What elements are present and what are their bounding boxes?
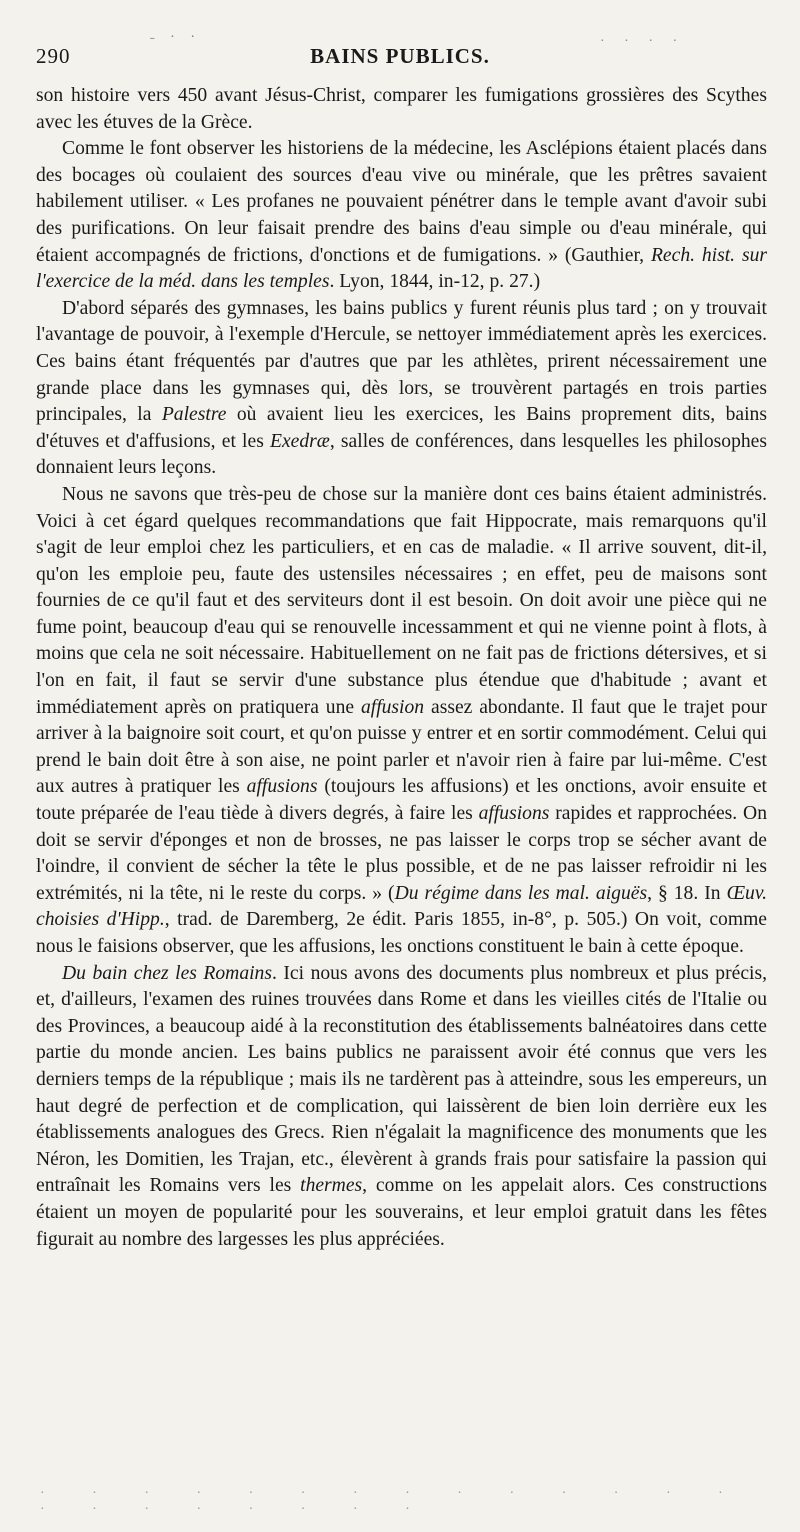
italic-text: Rech. hist. sur l'exercice de la méd. dans les temples <box>36 244 767 293</box>
text-run: où avaient lieu les exercices, les Bains proprement dits, bains d'étuves et d'affusions, et les <box>36 404 767 452</box>
text-run: assez abondante. Il faut que le trajet pour arriver à la baignoire soit court, et qu'on puisse y entrer et en sortir commodément. Celui qui prend le bain doit être à son aise, ne point parler et n'avoir rien à faire par lui-même. C'est aux autres à pratiquer les <box>36 696 767 798</box>
text-run: . Lyon, 1844, in-12, p. 27.) <box>329 271 541 293</box>
text-run: , comme on les appelait alors. Ces constructions étaient un moyen de popularité pour les souverains, et leur emploi gratuit dans les fêtes figurait au nombre des largesses les plus appréciées. <box>36 1175 767 1250</box>
text-run: , trad. de Daremberg, 2e édit. Paris 1855, in-8°, p. 505.) On voit, comme nous le faisions observer, que les affusions, les onctions constituent le bain à cette époque. <box>36 909 767 957</box>
italic-text: Du régime dans les mal. aiguës <box>394 882 648 904</box>
print-specks-bottom: · · · · · · · · · · · · · · · · · · · · · · <box>40 1486 745 1517</box>
paragraph <box>36 961 767 1254</box>
text-run: , § 18. In <box>647 882 727 904</box>
text-run: son histoire vers 450 avant Jésus-Christ, comparer les fumigations grossières des Scythes avec les étuves de la Grèce. <box>36 85 767 133</box>
print-specks-top-right: · · · · <box>600 34 686 49</box>
paragraph <box>36 136 767 296</box>
text-run: D'abord séparés des gymnases, les bains publics y furent réunis plus tard ; on y trouvait l'avantage de pouvoir, à l'exemple d'Hercule, se nettoyer immédiatement après les exercices. Ces bains étant fréquentés par d'autres que par les athlètes, prirent nécessairement une grande place dans les gymnases qui, dès lors, se trouvèrent partagés en trois parties principales, la <box>36 297 767 426</box>
paragraph <box>36 296 767 482</box>
text-run: , salles de conférences, dans lesquelles les philosophes donnaient leurs leçons. <box>36 430 767 479</box>
text-run: rapides et rapprochées. On doit se servir d'éponges et non de brosses, ne pas laisser le corps trop se sécher avant de l'oindre, il convient de sécher la tête le plus possible, et de ne pas laisser refroidir ni les extrémités, ni la tête, ni le reste du corps. » ( <box>36 803 767 904</box>
italic-text: thermes <box>300 1175 363 1197</box>
paragraph <box>36 482 767 961</box>
italic-text: affusions <box>478 803 550 825</box>
italic-text: affusions <box>246 776 318 798</box>
italic-text: Palestre <box>161 404 227 426</box>
running-title: BAINS PUBLICS. <box>310 44 490 68</box>
italic-text: Œuv. choisies d'Hipp. <box>36 882 767 931</box>
italic-text: Du bain chez les Romains <box>62 962 272 984</box>
page-header <box>36 44 764 74</box>
text-run: Comme le font observer les historiens de la médecine, les Asclépions étaient placés dans des bocages où coulaient des sources d'eau vive ou minérale, que les prêtres savaient habilement utiliser. « Les profanes ne pouvaient pénétrer dans le temple avant d'avoir subi des purifications. On leur faisait prendre des bains d'eau simple ou d'eau minérale, qui étaient accompagnés de frictions, d'onctions et de fumigations. » (Gauthier, <box>36 138 767 266</box>
text-run: (toujours les affusions) et les onctions, avoir ensuite et toute préparée de l'eau tiède à divers degrés, à faire les <box>36 776 767 825</box>
italic-text: affusion <box>360 696 425 718</box>
body-text <box>36 83 767 1253</box>
print-specks-top: ˗ · · <box>150 30 201 45</box>
italic-text: Exedræ <box>270 430 330 452</box>
paragraph <box>36 83 767 136</box>
text-run: . Ici nous avons des documents plus nombreux et plus précis, et, d'ailleurs, l'examen des ruines trouvées dans Rome et dans les vieilles cités de l'Italie ou des Provinces, a beaucoup aidé à la reconstitution des établissements balnéatoires dans cette partie du monde ancien. Les bains publics ne paraissent avoir été connus que vers les derniers temps de la république ; mais ils ne tardèrent pas à atteindre, sous les empereurs, un haut degré de perfection et de complication, qui laissèrent de bien loin derrière eux les établissements analogues des Grecs. Rien n'égalait la magnificence des monuments que les Néron, les Domitien, les Trajan, etc., élevèrent à grands frais pour satisfaire la passion qui entraînait les Romains vers les <box>36 962 767 1197</box>
text-run: Nous ne savons que très-peu de chose sur la manière dont ces bains étaient administrés. Voici à cet égard quelques recommandations que fait Hippocrate, mais remarquons qu'il s'agit de leur emploi chez les particuliers, et en cas de maladie. « Il arrive souvent, dit-il, qu'on les emploie peu, faute des ustensiles nécessaires ; en effet, peu de maisons sont fournies de ce qu'il faut et des serviteurs dont il est besoin. On doit avoir une pièce qui ne fume point, beaucoup d'eau qui se renouvelle incessamment et qui ne vienne point à flots, à moins que cela ne soit nécessaire. Habituellement on ne fait pas de frictions détersives, et si l'on en fait, il faut se servir d'une substance plus étendue que d'habitude ; avant et immédiatement après on pratiquera une <box>36 483 767 718</box>
page-number: 290 <box>36 44 71 68</box>
